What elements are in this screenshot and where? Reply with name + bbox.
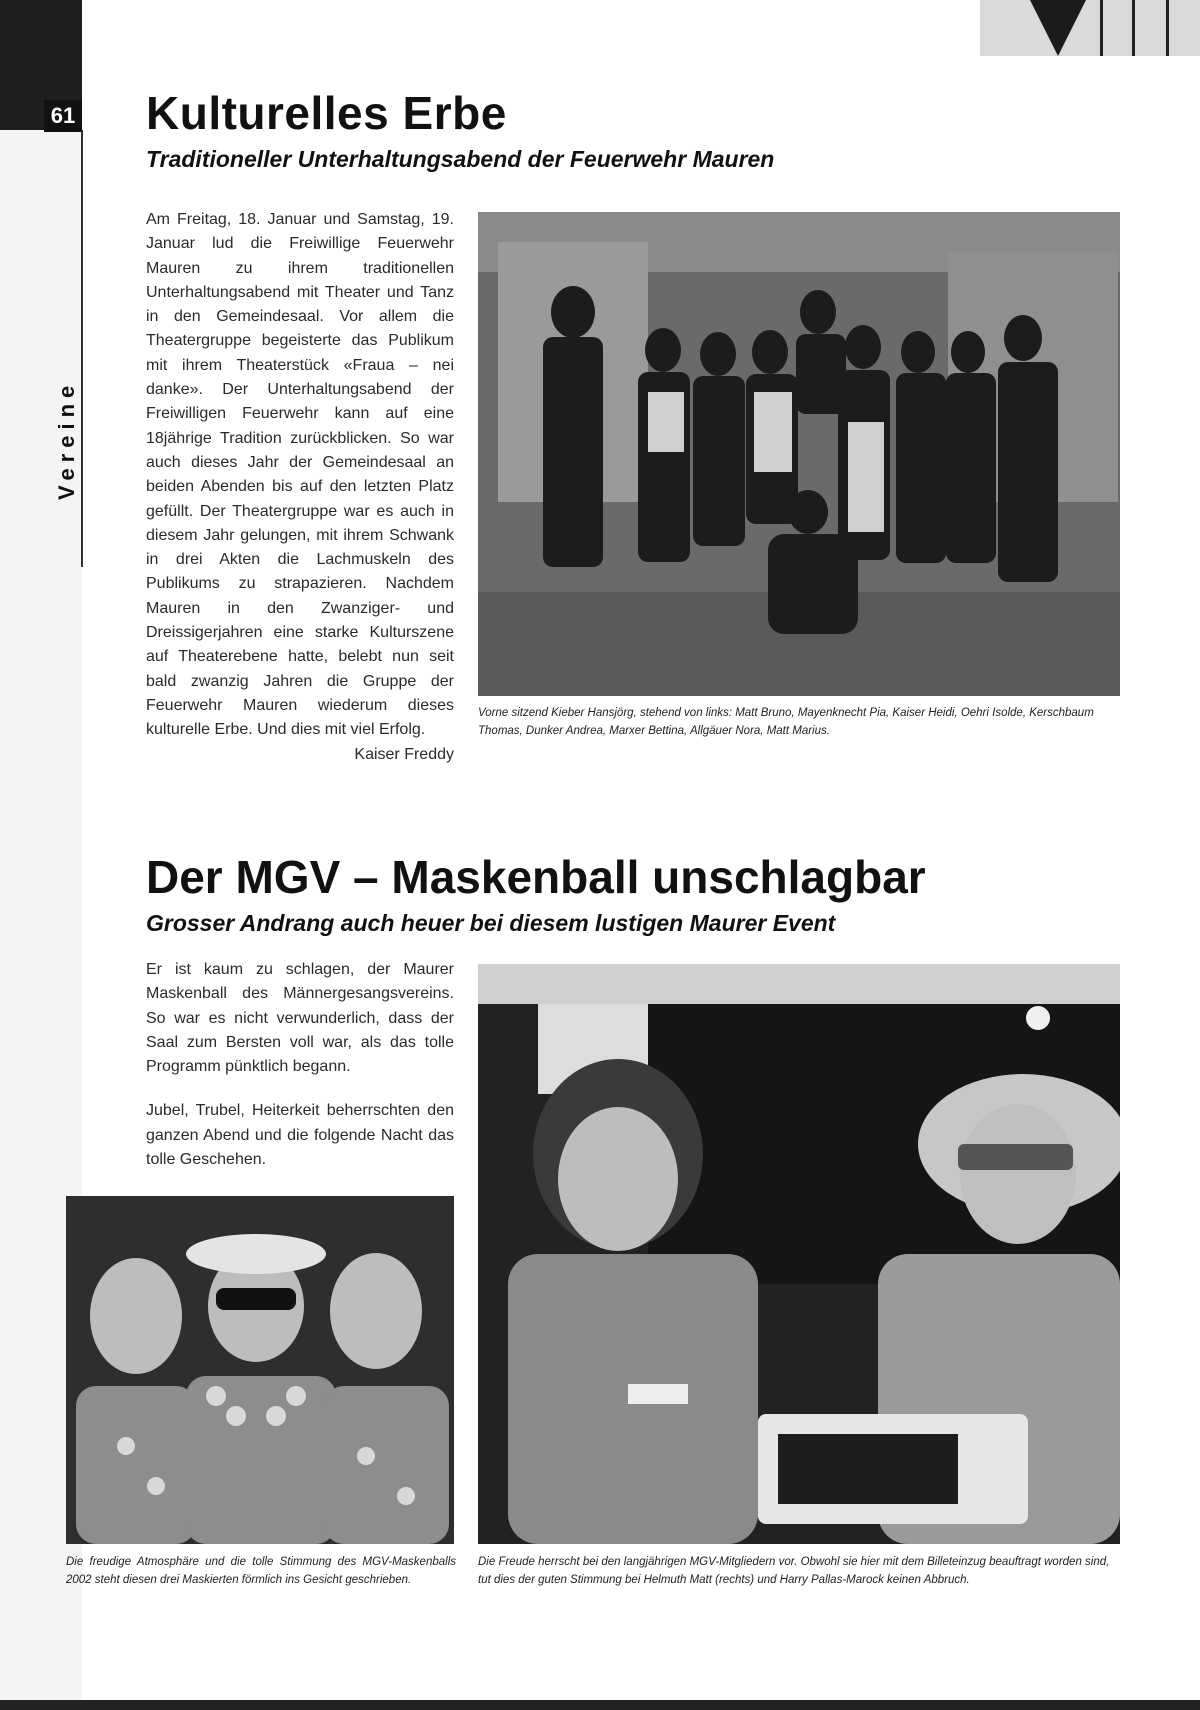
- page-number: 61: [44, 100, 82, 132]
- bottom-rule: [0, 1700, 1200, 1710]
- article1-subtitle: Traditioneller Unterhaltungsabend der Feuerwehr Mauren: [146, 146, 775, 172]
- ticket-booth-caption: Die Freude herrscht bei den langjährigen MGV-Mitgliedern vor. Obwohl sie hier mit dem Billeteinzug beauftragt worden sind, tut dies der guten Stimmung bei Helmuth Matt (rechts) und Harry Pallas-Marock keinen Abbruch.: [478, 1556, 1110, 1586]
- margin-rule: [81, 130, 83, 567]
- article1-title: Kulturelles Erbe: [146, 87, 507, 139]
- article2-subtitle: Grosser Andrang auch heuer bei diesem lustigen Maurer Event: [146, 910, 836, 936]
- article1-body-text: Am Freitag, 18. Januar und Samstag, 19. Januar lud die Freiwillige Feuerwehr Mauren zu ihrem traditionellen Unterhaltungsabend mit Theater und Tanz in den Gemeindesaal. Vor allem die Theatergruppe begeisterte das Publikum mit ihrem Theaterstück «Fraua – nei danke». Der Unterhaltungsabend der Freiwilligen Feuerwehr kann auf eine 18jährige Tradition zurückblicken. So war auch dieses Jahr der Gemeindesaal an beiden Abenden bis auf den letzten Platz gefüllt. Der Theatergruppe war es auch in diesem Jahr gelungen, mit ihrem Schwank in drei Akten die Lachmuskeln des Publikums zu strapazieren. Nachdem Mauren in den Zwanziger- und Dreissigerjahren eine starke Kulturszene auf Theaterebene hatte, belebt nun seit bald zwanzig Jahren die Gruppe der Feuerwehr Mauren wiederum dieses kulturelle Erbe. Und dies mit viel Erfolg.: [146, 211, 454, 739]
- masked-trio-image: [66, 1196, 454, 1544]
- masked-trio-photo: [66, 1196, 454, 1544]
- article2-paragraph-1: Er ist kaum zu schlagen, der Maurer Maskenball des Männergesangsvereins. So war es nicht verwunderlich, dass der Saal zum Bersten voll war, als das tolle Programm pünktlich begann.: [146, 961, 454, 1076]
- ticket-booth-image: [478, 964, 1120, 1544]
- group-photo-caption: Vorne sitzend Kieber Hansjörg, stehend von links: Matt Bruno, Mayenknecht Pia, Kaiser Heidi, Oehri Isolde, Kerschbaum Thomas, Dunker Andrea, Marxer Bettina, Allgäuer Nora, Matt Marius.: [478, 707, 1094, 737]
- group-photo: [478, 212, 1120, 696]
- ticket-booth-photo: [478, 964, 1120, 1544]
- header-stripes: [1092, 0, 1200, 56]
- section-label: Vereine: [54, 379, 79, 500]
- article2-paragraph-2: Jubel, Trubel, Heiterkeit beherrschten den ganzen Abend und die folgende Nacht das tolle Geschehen.: [146, 1102, 454, 1169]
- article2-title: Der MGV – Maskenball unschlagbar: [146, 851, 926, 903]
- masked-trio-caption: Die freudige Atmosphäre und die tolle Stimmung des MGV-Maskenballs 2002 steht diesen drei Maskierten förmlich ins Gesicht geschrieben.: [66, 1556, 456, 1586]
- article1-body: [146, 208, 454, 767]
- article2-body: [146, 958, 454, 1192]
- group-photo-image: [478, 212, 1120, 696]
- article1-author: Kaiser Freddy: [354, 745, 454, 763]
